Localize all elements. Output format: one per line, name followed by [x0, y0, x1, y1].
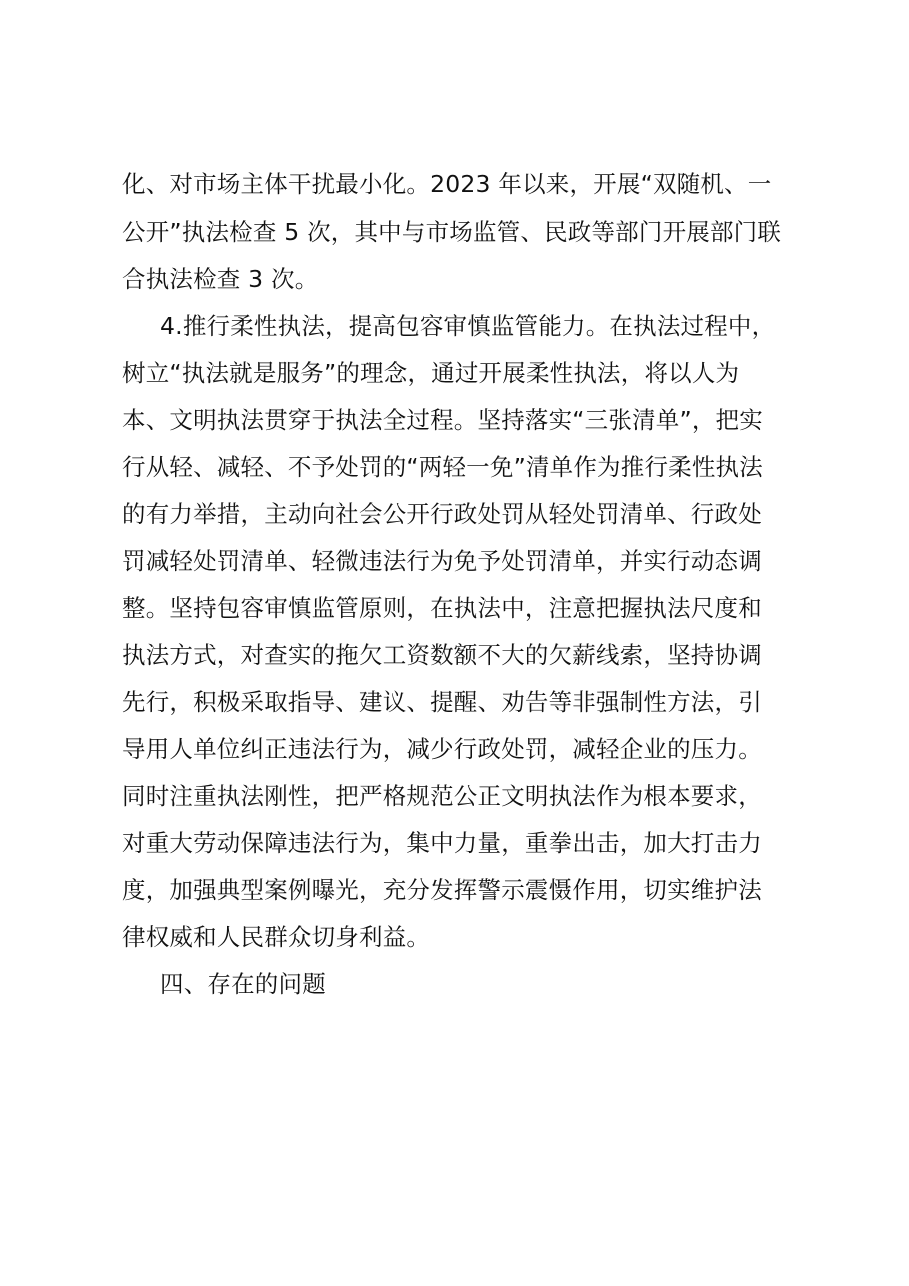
paragraph-line: 合执法检查 3 次。 — [122, 265, 319, 293]
paragraph-line: 4.推行柔性执法，提高包容审慎监管能力。在执法过程中， — [160, 312, 776, 340]
paragraph-line: 度，加强典型案例曝光，充分发挥警示震慑作用，切实维护法 — [122, 876, 762, 904]
paragraph-line: 同时注重执法刚性，把严格规范公正文明执法作为根本要求， — [122, 782, 762, 810]
paragraph-line: 对重大劳动保障违法行为，集中力量，重拳出击，加大打击力 — [122, 829, 762, 857]
paragraph-line: 整。坚持包容审慎监管原则，在执法中，注意把握执法尺度和 — [122, 594, 762, 622]
paragraph-line: 执法方式，对查实的拖欠工资数额不大的欠薪线索，坚持协调 — [122, 641, 762, 669]
paragraph-line: 的有力举措，主动向社会公开行政处罚从轻处罚清单、行政处 — [122, 500, 762, 528]
paragraph-line: 罚减轻处罚清单、轻微违法行为免予处罚清单，并实行动态调 — [122, 547, 762, 575]
paragraph-line: 公开”执法检查 5 次，其中与市场监管、民政等部门开展部门联 — [122, 218, 782, 246]
paragraph-line: 树立“执法就是服务”的理念，通过开展柔性执法，将以人为 — [122, 359, 740, 387]
paragraph-line: 行从轻、减轻、不予处罚的“两轻一免”清单作为推行柔性执法 — [122, 453, 763, 481]
paragraph-line: 律权威和人民群众切身利益。 — [122, 923, 431, 951]
paragraph-line: 导用人单位纠正违法行为，减少行政处罚，减轻企业的压力。 — [122, 735, 762, 763]
paragraph-line: 先行，积极采取指导、建议、提醒、劝告等非强制性方法，引 — [122, 688, 762, 716]
paragraph-line: 本、文明执法贯穿于执法全过程。坚持落实“三张清单”，把实 — [122, 406, 763, 434]
section-heading: 四、存在的问题 — [160, 970, 326, 998]
paragraph-line: 化、对市场主体干扰最小化。2023 年以来，开展“双随机、一 — [122, 170, 772, 198]
